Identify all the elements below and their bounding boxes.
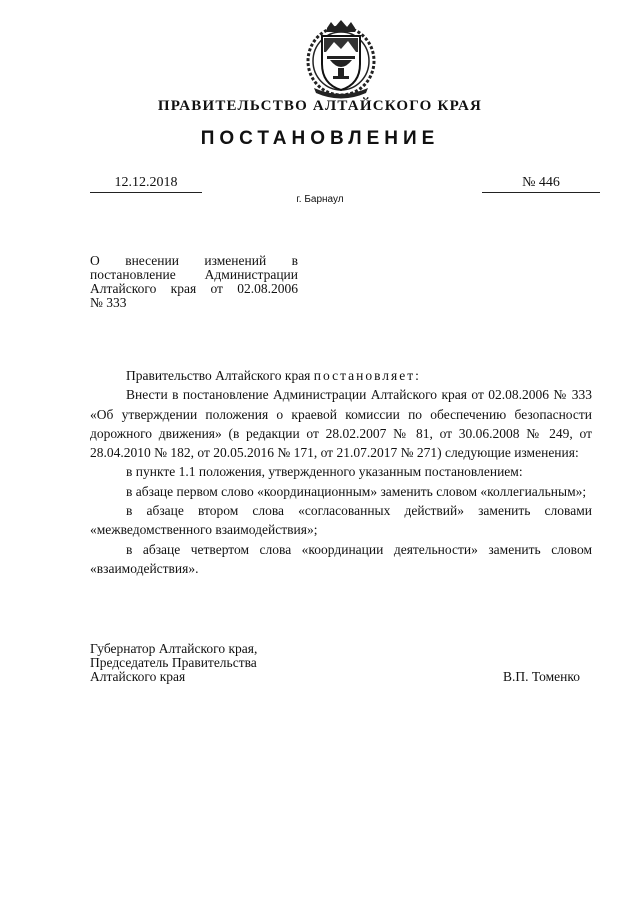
signature-title-line: Алтайского края	[90, 669, 186, 684]
subject-line: постановление Администрации	[90, 267, 298, 282]
signature-title-line: Председатель Правительства	[90, 655, 257, 670]
paragraph: в абзаце втором слова «согласованных действий» заменить словами «межведомственного взаимодействия»;	[90, 503, 592, 538]
signer-name: В.П. Томенко	[503, 669, 580, 684]
document-type: ПОСТАНОВЛЕНИЕ	[200, 128, 440, 149]
intro-prefix: Правительство Алтайского края	[126, 368, 311, 383]
paragraph: в пункте 1.1 положения, утвержденного указанным постановлением:	[126, 464, 523, 480]
signature-title-line: Губернатор Алтайского края,	[90, 641, 258, 656]
city: г. Барнаул	[296, 194, 344, 205]
document-date: 12.12.2018	[90, 175, 202, 193]
document-number: № 446	[482, 175, 600, 193]
subject-block	[90, 254, 298, 310]
document-body	[90, 366, 592, 578]
subject-line: Алтайского края от 02.08.2006	[90, 281, 298, 296]
paragraph: в абзаце первом слово «координационным» заменить словом «коллегиальным»;	[126, 483, 587, 499]
coat-of-arms-icon	[300, 18, 382, 100]
paragraph: в абзаце четвертом слова «координации деятельности» заменить словом «взаимодействия».	[90, 541, 592, 576]
intro-verb: постановляет:	[313, 368, 421, 383]
subject-line: О внесении изменений в	[90, 253, 298, 268]
subject-line: № 333	[90, 295, 127, 310]
intro-paragraph	[90, 366, 592, 385]
government-title: ПРАВИТЕЛЬСТВО АЛТАЙСКОГО КРАЯ	[157, 98, 483, 114]
paragraph: Внести в постановление Администрации Алтайского края от 02.08.2006 № 333 «Об утверждении положения о краевой комиссии по обеспечению безопасности дорожного движения» (в редакции от 28.02.2007 № 81, от 30.06.2008 № 249, от 28.04.2010 № 182, от 20.05.2016 № 171, от 21.07.2017 № 271) следующие изменения:	[90, 387, 592, 461]
signature-block	[90, 642, 257, 684]
